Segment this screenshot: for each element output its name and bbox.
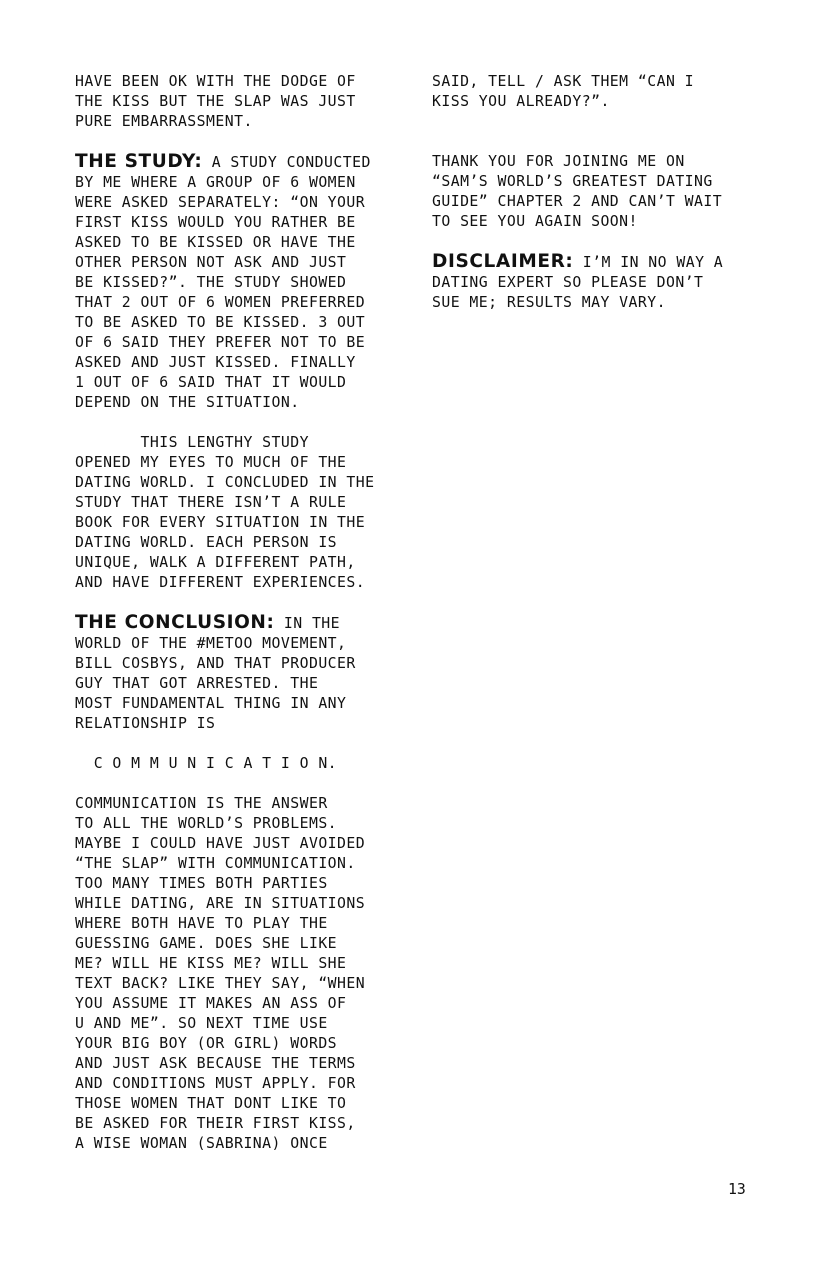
text-line: WERE ASKED SEPARATELY: “ON YOUR bbox=[75, 194, 366, 211]
text-line: THOSE WOMEN THAT DONT LIKE TO bbox=[75, 1095, 347, 1112]
text-line: AND HAVE DIFFERENT EXPERIENCES. bbox=[75, 574, 366, 591]
text-line: A STUDY CONDUCTED bbox=[202, 154, 371, 171]
text-line: TO SEE YOU AGAIN SOON! bbox=[432, 213, 638, 230]
study-paragraph bbox=[75, 152, 405, 413]
left-column bbox=[75, 72, 405, 1154]
text-line: WHILE DATING, ARE IN SITUATIONS bbox=[75, 895, 366, 912]
text-line: COMMUNICATION IS THE ANSWER bbox=[75, 795, 328, 812]
text-line: YOUR BIG BOY (OR GIRL) WORDS bbox=[75, 1035, 338, 1052]
communication-paragraph bbox=[75, 794, 405, 1154]
text-line: A WISE WOMAN (SABRINA) ONCE bbox=[75, 1135, 328, 1152]
conclusion-heading: THE CONCLUSION: bbox=[75, 612, 275, 633]
text-line: AND JUST ASK BECAUSE THE TERMS bbox=[75, 1055, 356, 1072]
text-line: UNIQUE, WALK A DIFFERENT PATH, bbox=[75, 554, 356, 571]
text-line: 1 OUT OF 6 SAID THAT IT WOULD bbox=[75, 374, 347, 391]
thanks-paragraph bbox=[432, 152, 762, 232]
text-line: “THE SLAP” WITH COMMUNICATION. bbox=[75, 855, 356, 872]
disclaimer-heading: DISCLAIMER: bbox=[432, 251, 574, 272]
text-line: OF 6 SAID THEY PREFER NOT TO BE bbox=[75, 334, 366, 351]
text-line: ASKED TO BE KISSED OR HAVE THE bbox=[75, 234, 356, 251]
text-line: “SAM’S WORLD’S GREATEST DATING bbox=[432, 173, 713, 190]
text-line: SUE ME; RESULTS MAY VARY. bbox=[432, 294, 666, 311]
text-line: DATING EXPERT SO PLEASE DON’T bbox=[432, 274, 704, 291]
text-line: KISS YOU ALREADY?”. bbox=[432, 93, 610, 110]
text-line: DATING WORLD. EACH PERSON IS bbox=[75, 534, 338, 551]
continuation-paragraph bbox=[432, 72, 762, 112]
intro-paragraph bbox=[75, 72, 405, 132]
right-column bbox=[432, 72, 762, 313]
disclaimer-paragraph bbox=[432, 252, 762, 313]
text-line: THAT 2 OUT OF 6 WOMEN PREFERRED bbox=[75, 294, 366, 311]
page-number: 13 bbox=[728, 1181, 746, 1198]
text-line: OPENED MY EYES TO MUCH OF THE bbox=[75, 454, 347, 471]
text-line: TO ALL THE WORLD’S PROBLEMS. bbox=[75, 815, 338, 832]
study-heading: THE STUDY: bbox=[75, 151, 203, 172]
text-line: BOOK FOR EVERY SITUATION IN THE bbox=[75, 514, 366, 531]
text-line: ASKED AND JUST KISSED. FINALLY bbox=[75, 354, 356, 371]
text-line: TEXT BACK? LIKE THEY SAY, “WHEN bbox=[75, 975, 366, 992]
text-line: DEPEND ON THE SITUATION. bbox=[75, 394, 300, 411]
text-line: ME? WILL HE KISS ME? WILL SHE bbox=[75, 955, 347, 972]
text-line: BILL COSBYS, AND THAT PRODUCER bbox=[75, 655, 356, 672]
text-line: MOST FUNDAMENTAL THING IN ANY bbox=[75, 695, 347, 712]
communication-word: C O M M U N I C A T I O N. bbox=[75, 755, 338, 772]
text-line: YOU ASSUME IT MAKES AN ASS OF bbox=[75, 995, 347, 1012]
text-line: DATING WORLD. I CONCLUDED IN THE bbox=[75, 474, 375, 491]
conclusion-paragraph bbox=[75, 613, 405, 734]
text-line: RELATIONSHIP IS bbox=[75, 715, 216, 732]
text-line: BE ASKED FOR THEIR FIRST KISS, bbox=[75, 1115, 356, 1132]
text-line: THANK YOU FOR JOINING ME ON bbox=[432, 153, 685, 170]
text-line: STUDY THAT THERE ISN’T A RULE bbox=[75, 494, 347, 511]
text-line: HAVE BEEN OK WITH THE DODGE OF bbox=[75, 73, 356, 90]
text-line: THE KISS BUT THE SLAP WAS JUST bbox=[75, 93, 356, 110]
text-line: SAID, TELL / ASK THEM “CAN I bbox=[432, 73, 695, 90]
text-line: MAYBE I COULD HAVE JUST AVOIDED bbox=[75, 835, 366, 852]
text-line: IN THE bbox=[274, 615, 341, 632]
study-reflection-paragraph bbox=[75, 433, 405, 593]
text-line: OTHER PERSON NOT ASK AND JUST bbox=[75, 254, 347, 271]
text-line: AND CONDITIONS MUST APPLY. FOR bbox=[75, 1075, 356, 1092]
text-line: THIS LENGTHY STUDY bbox=[75, 434, 309, 451]
text-line: TO BE ASKED TO BE KISSED. 3 OUT bbox=[75, 314, 366, 331]
text-line: GUY THAT GOT ARRESTED. THE bbox=[75, 675, 319, 692]
text-line: I’M IN NO WAY A bbox=[573, 254, 724, 271]
text-line: GUESSING GAME. DOES SHE LIKE bbox=[75, 935, 338, 952]
text-line: PURE EMBARRASSMENT. bbox=[75, 113, 253, 130]
text-line: BE KISSED?”. THE STUDY SHOWED bbox=[75, 274, 347, 291]
text-line: GUIDE” CHAPTER 2 AND CAN’T WAIT bbox=[432, 193, 723, 210]
text-line: U AND ME”. SO NEXT TIME USE bbox=[75, 1015, 328, 1032]
text-line: BY ME WHERE A GROUP OF 6 WOMEN bbox=[75, 174, 356, 191]
text-line: WORLD OF THE #METOO MOVEMENT, bbox=[75, 635, 347, 652]
text-line: FIRST KISS WOULD YOU RATHER BE bbox=[75, 214, 356, 231]
text-line: WHERE BOTH HAVE TO PLAY THE bbox=[75, 915, 328, 932]
text-line: TOO MANY TIMES BOTH PARTIES bbox=[75, 875, 328, 892]
